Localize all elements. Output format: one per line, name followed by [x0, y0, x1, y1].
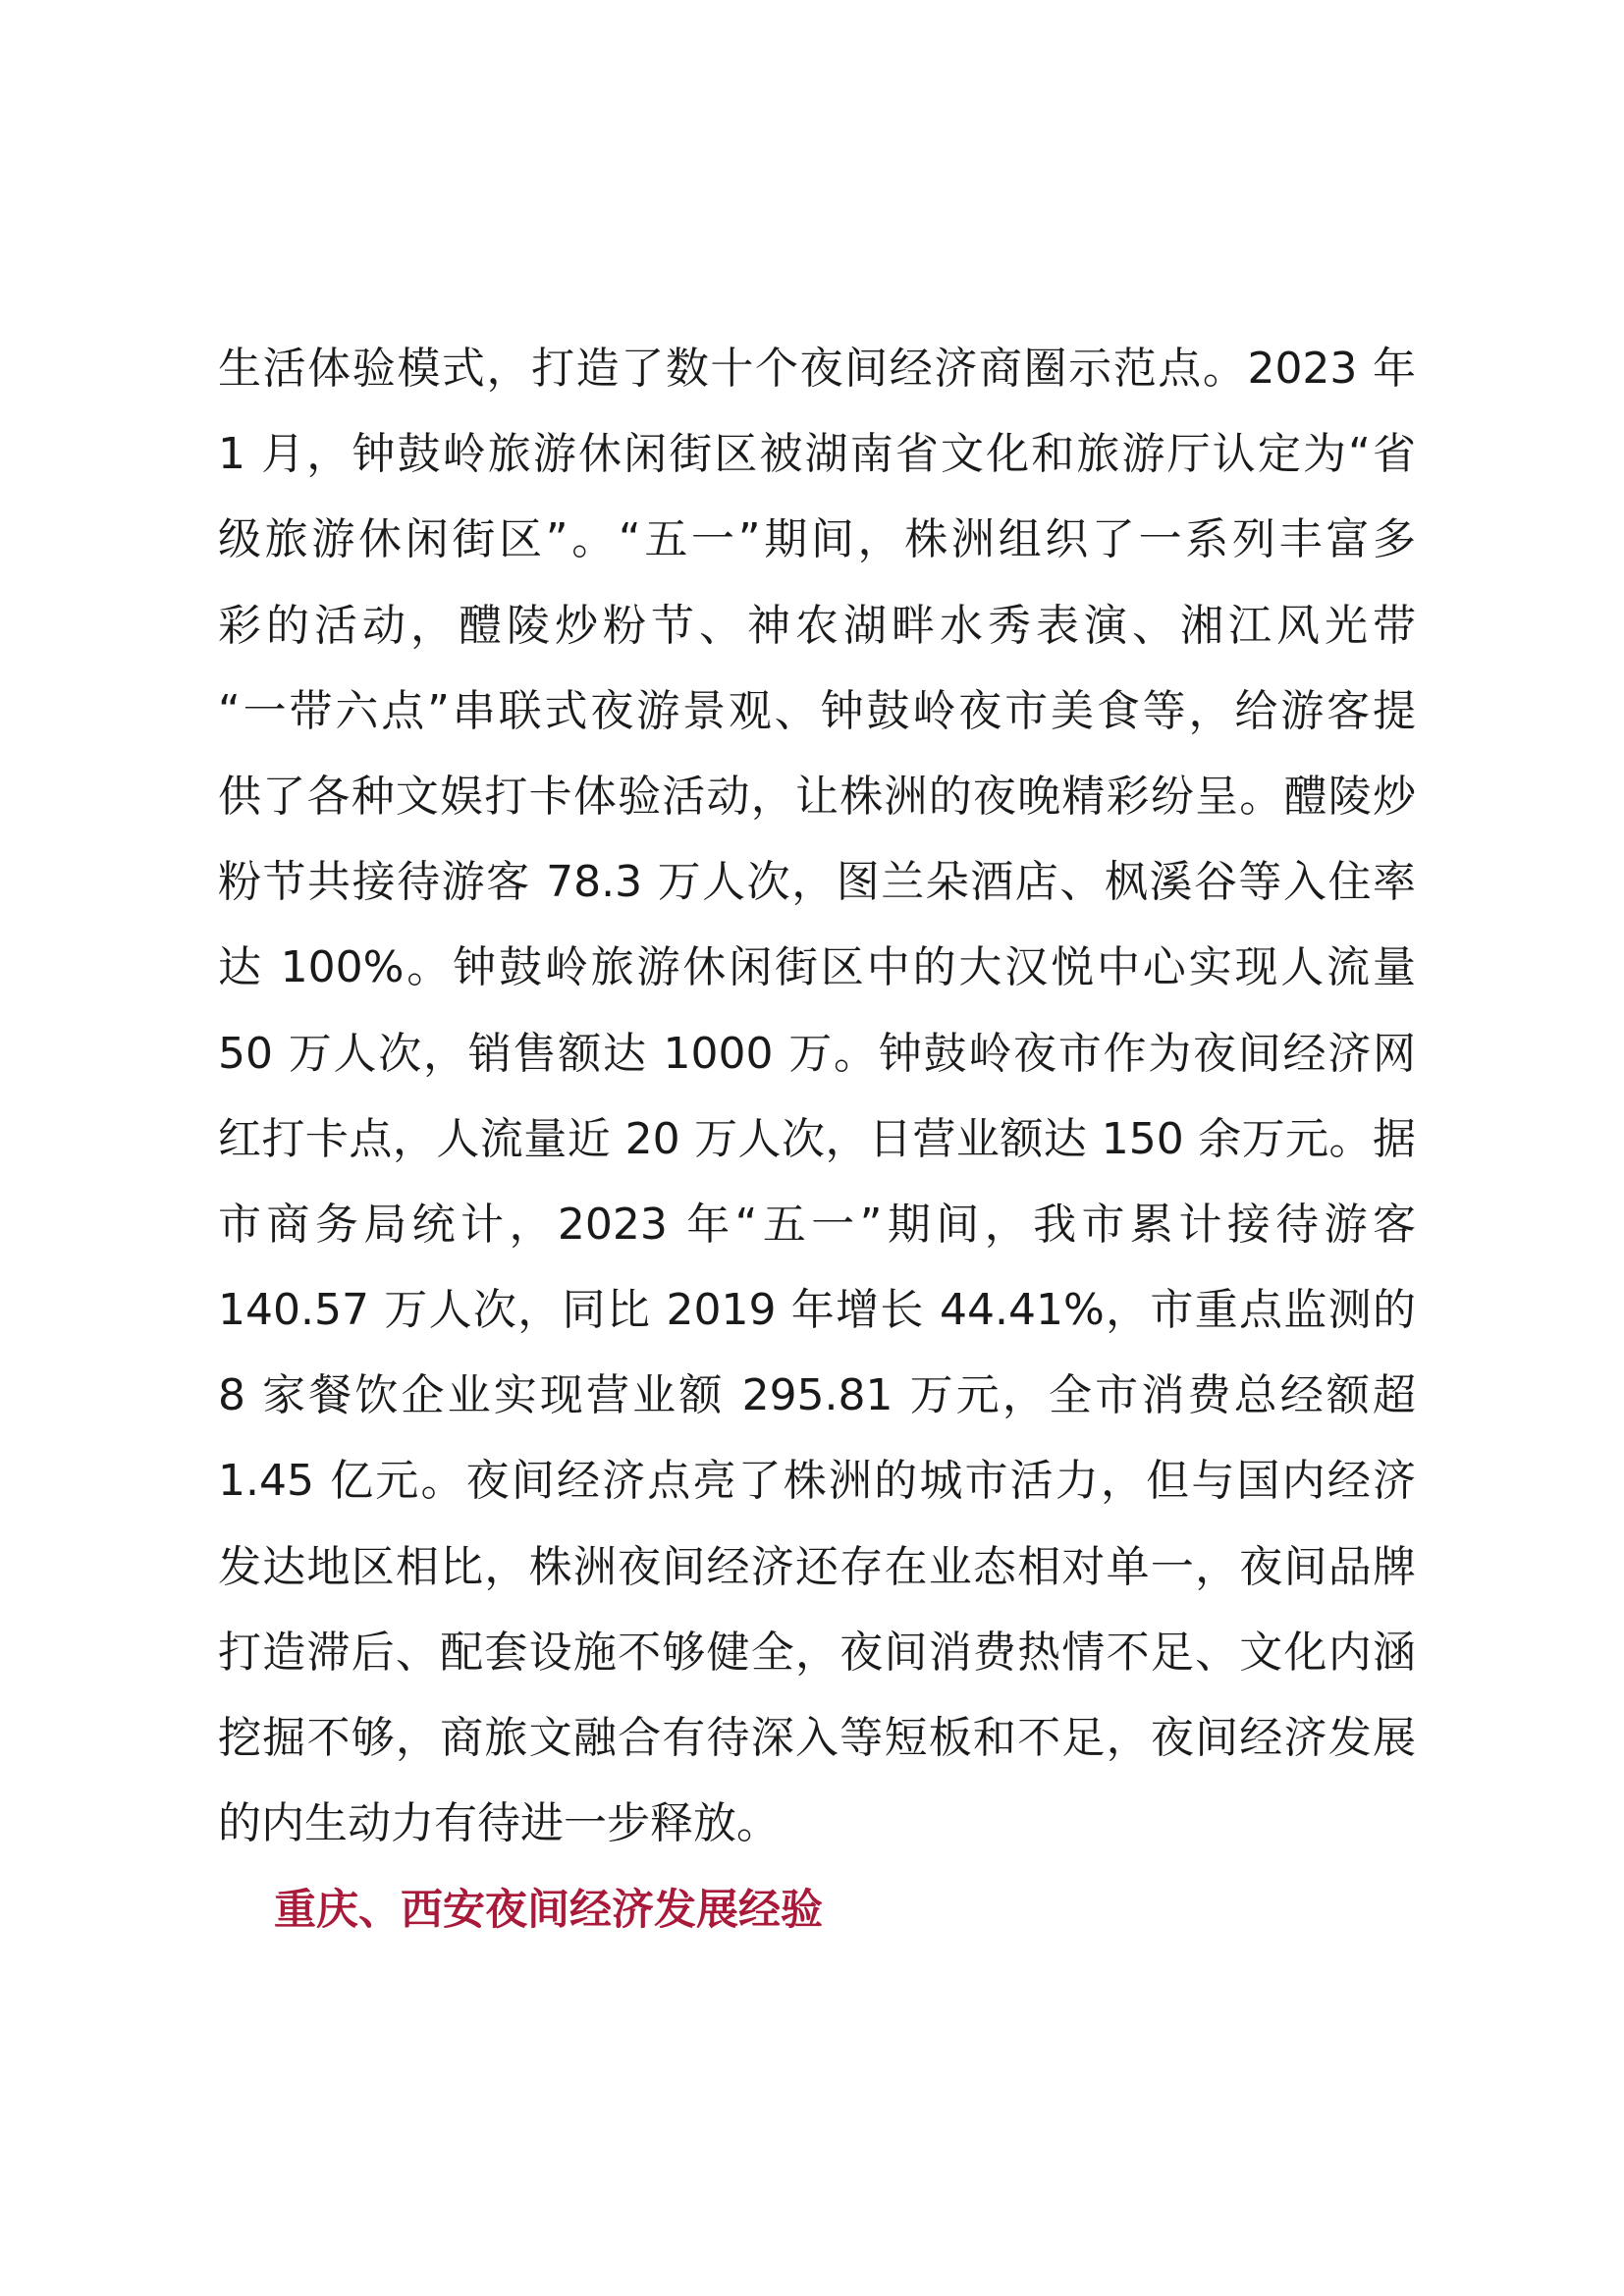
paragraph-line: 1.45 亿元。夜间经济点亮了株洲的城市活力，但与国内经济: [218, 1456, 1416, 1507]
paragraph-line: 红打卡点，人流量近 20 万人次，日营业额达 150 余万元。据: [218, 1113, 1416, 1164]
paragraph-line: 达 100%。钟鼓岭旅游休闲街区中的大汉悦中心实现人流量: [218, 942, 1416, 993]
paragraph-line: 粉节共接待游客 78.3 万人次，图兰朵酒店、枫溪谷等入住率: [218, 857, 1416, 908]
paragraph-line: 彩的活动，醴陵炒粉节、神农湖畔水秀表演、湘江风光带: [218, 600, 1416, 651]
paragraph-line: 市商务局统计，2023 年“五一”期间，我市累计接待游客: [218, 1199, 1416, 1250]
paragraph-line-last: 的内生动力有待进一步释放。: [218, 1798, 780, 1849]
paragraph-line: 供了各种文娱打卡体验活动，让株洲的夜晚精彩纷呈。醴陵炒: [218, 771, 1416, 822]
paragraph-line: 1 月，钟鼓岭旅游休闲街区被湖南省文化和旅游厅认定为“省: [218, 429, 1416, 480]
paragraph-line: 生活体验模式，打造了数十个夜间经济商圈示范点。2023 年: [218, 344, 1416, 394]
paragraph-line: 发达地区相比，株洲夜间经济还存在业态相对单一，夜间品牌: [218, 1541, 1416, 1592]
paragraph-line: “一带六点”串联式夜游景观、钟鼓岭夜市美食等，给游客提: [218, 685, 1416, 736]
paragraph-line: 50 万人次，销售额达 1000 万。钟鼓岭夜市作为夜间经济网: [218, 1028, 1416, 1079]
paragraph-line: 挖掘不够，商旅文融合有待深入等短板和不足，夜间经济发展: [218, 1713, 1416, 1763]
paragraph-line: 140.57 万人次，同比 2019 年增长 44.41%，市重点监测的: [218, 1285, 1416, 1336]
paragraph-line: 打造滞后、配套设施不够健全，夜间消费热情不足、文化内涵: [218, 1627, 1416, 1678]
paragraph-line: 级旅游休闲街区”。“五一”期间，株洲组织了一系列丰富多: [218, 514, 1416, 565]
section-heading: 重庆、西安夜间经济发展经验: [274, 1886, 823, 1935]
paragraph-line: 8 家餐饮企业实现营业额 295.81 万元，全市消费总经额超: [218, 1370, 1416, 1421]
body-paragraph: [218, 326, 1416, 1866]
